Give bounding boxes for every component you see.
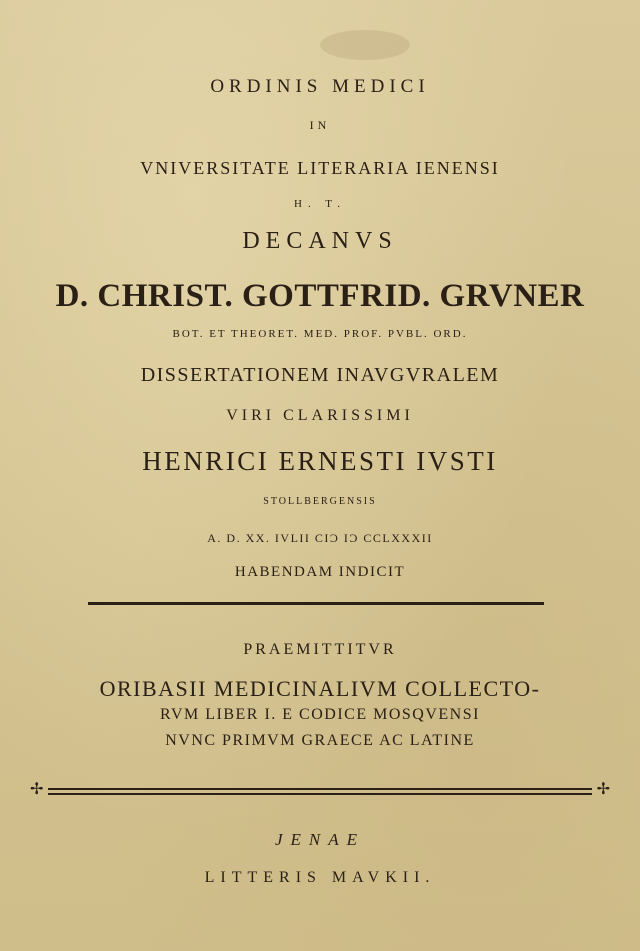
heading-in: IN	[309, 118, 331, 132]
date-line: A. D. XX. IVLII CIƆ IƆ CCLXXXII	[207, 531, 433, 545]
heading-ordinis-medici: ORDINIS MEDICI	[210, 76, 430, 97]
ornament-bar-bottom	[48, 793, 592, 795]
ornament-star-icon: ✢	[596, 781, 610, 798]
dissertation-heading: DISSERTATIONEM INAVGVRALEM	[140, 364, 500, 386]
subtitle-line-2: RVM LIBER I. E CODICE MOSQVENSI	[160, 706, 480, 723]
subtitle-line-1: ORIBASII MEDICINALIVM COLLECTO-	[99, 676, 541, 701]
printer: LITTERIS MAVKII.	[204, 869, 436, 886]
dean-title: BOT. ET THEORET. MED. PROF. PVBL. ORD.	[172, 328, 468, 340]
viri-clarissimi: VIRI CLARISSIMI	[226, 407, 414, 424]
habendam-indicit: HABENDAM INDICIT	[234, 564, 406, 580]
ornament-bar-top	[48, 788, 592, 790]
heading-university: VNIVERSITATE LITERARIA IENENSI	[140, 158, 500, 178]
subtitle-line-3: NVNC PRIMVM GRAECE AC LATINE	[165, 732, 475, 749]
heading-ht: H. T.	[294, 198, 346, 210]
candidate-origin: STOLLBERGENSIS	[263, 496, 377, 507]
ornamental-rule	[30, 782, 610, 800]
dean-name: D. CHRIST. GOTTFRID. GRVNER	[55, 278, 585, 314]
place-of-printing: JENAE	[274, 830, 366, 849]
heading-decanus: DECANVS	[242, 228, 398, 254]
ink-stain	[320, 30, 410, 60]
ornament-star-icon: ✢	[30, 781, 44, 798]
candidate-name: HENRICI ERNESTI IVSTI	[142, 446, 498, 476]
thick-rule-divider	[88, 602, 544, 605]
praemittitur: PRAEMITTITVR	[243, 641, 397, 658]
